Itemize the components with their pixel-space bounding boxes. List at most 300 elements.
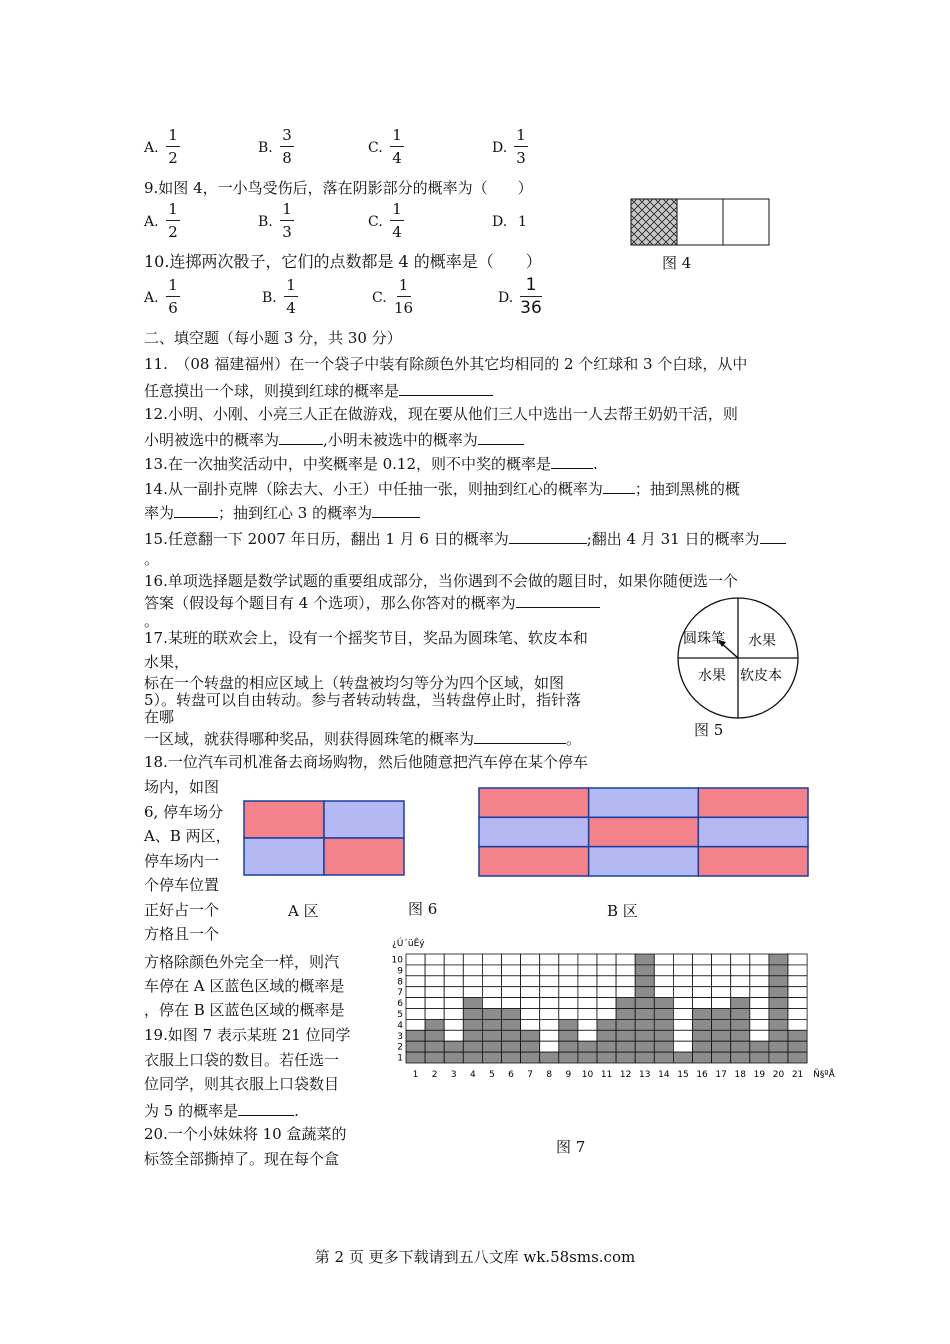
q8_opts-letter-0: A.	[144, 140, 159, 156]
bar-cell-filled	[406, 1030, 425, 1041]
grid-cell	[750, 987, 769, 998]
grid-cell	[559, 976, 578, 987]
bar-cell-filled	[712, 1041, 731, 1052]
y-tick-label: 2	[397, 1042, 403, 1053]
q18-line-i: 车停在 A 区蓝色区域的概率是	[144, 977, 345, 995]
grid-cell	[521, 1019, 540, 1030]
grid-cell	[425, 965, 444, 976]
grid-cell	[406, 965, 425, 976]
bar-cell-filled	[444, 1041, 463, 1052]
x-tick-label: 8	[546, 1070, 553, 1080]
grid-cell	[540, 1030, 559, 1041]
bar-cell-filled	[712, 1009, 731, 1020]
x-tick-label: 7	[527, 1070, 534, 1080]
grid-cell	[597, 976, 616, 987]
red-parking-space	[589, 817, 699, 846]
y-tick-label: 7	[397, 988, 403, 999]
x-tick-label: 3	[450, 1070, 457, 1080]
grid-cell	[654, 965, 673, 976]
grid-cell	[750, 1030, 769, 1041]
fraction-bar	[397, 296, 411, 297]
grid-cell	[559, 965, 578, 976]
bar-cell-filled	[521, 1052, 540, 1063]
grid-cell	[750, 1019, 769, 1030]
grid-cell	[502, 998, 521, 1009]
grid-cell	[673, 987, 692, 998]
grid-cell	[578, 998, 597, 1009]
grid-cell	[406, 1009, 425, 1020]
grid-cell	[673, 954, 692, 965]
bar-cell-filled	[769, 1009, 788, 1020]
bar-cell-filled	[635, 1009, 654, 1020]
grid-cell	[712, 954, 731, 965]
q9_opts-value-3: 1	[518, 214, 527, 230]
grid-cell	[673, 1019, 692, 1030]
grid-cell	[578, 976, 597, 987]
grid-cell	[578, 1009, 597, 1020]
bar-cell-filled	[693, 1019, 712, 1030]
grid-cell	[521, 976, 540, 987]
grid-cell	[712, 987, 731, 998]
red-parking-space	[324, 838, 404, 875]
bar-cell-filled	[750, 1052, 769, 1063]
denominator: 8	[282, 149, 292, 167]
grid-cell	[578, 987, 597, 998]
q18-line-h: 方格除颜色外完全一样，则汽	[144, 953, 340, 971]
grid-cell	[750, 976, 769, 987]
fig7-caption: 图 7	[556, 1138, 586, 1156]
q18_lines-4: 个停车位置	[144, 876, 220, 894]
q19-last: 为 5 的概率是 .	[144, 1099, 299, 1121]
bar-cell-filled	[559, 1030, 578, 1041]
grid-cell	[597, 965, 616, 976]
q18_lines-5: 正好占一个	[144, 900, 220, 919]
y-tick-label: 5	[397, 1010, 403, 1021]
q10_opts-letter-1: B.	[262, 290, 277, 306]
grid-cell	[673, 1030, 692, 1041]
grid-cell	[750, 998, 769, 1009]
bar-cell-filled	[616, 1009, 635, 1020]
grid-cell	[540, 998, 559, 1009]
q9_opts-fraction-2	[390, 200, 404, 241]
grid-cell	[463, 954, 482, 965]
grid-cell	[559, 954, 578, 965]
fig5-label-fruit-1: 水果	[748, 633, 776, 649]
grid-cell	[578, 965, 597, 976]
q18_lines-6: 方格且一个	[144, 925, 220, 943]
grid-cell	[731, 987, 750, 998]
q17-line6: 一区域，就获得哪种奖品，则获得圆珠笔的概率为 。	[144, 727, 581, 749]
bar-cell-filled	[712, 1030, 731, 1041]
bar-cell-filled	[654, 1041, 673, 1052]
q10_opts-letter-0: A.	[144, 290, 159, 306]
bar-cell-filled	[425, 1041, 444, 1052]
bar-cell-filled	[597, 1052, 616, 1063]
grid-cell	[444, 976, 463, 987]
grid-cell	[540, 987, 559, 998]
q17-line1: 17.某班的联欢会上，设有一个摇奖节目，奖品为圆珠笔、软皮本和	[144, 629, 588, 647]
q19_lines-1: 衣服上口袋的数目。若任选一	[144, 1050, 340, 1069]
bar-cell-filled	[521, 1030, 540, 1041]
grid-cell	[540, 1019, 559, 1030]
grid-cell	[616, 954, 635, 965]
figure-6-area-b	[478, 787, 809, 877]
x-tick-label: 18	[734, 1070, 746, 1080]
denominator: 36	[520, 298, 542, 318]
grid-cell	[559, 998, 578, 1009]
grid-cell	[425, 1009, 444, 1020]
grid-cell	[712, 965, 731, 976]
blue-parking-space	[244, 838, 324, 875]
fig4-cell	[723, 199, 769, 245]
grid-cell	[597, 987, 616, 998]
bar-cell-filled	[654, 998, 673, 1009]
numerator: 1	[392, 126, 402, 144]
bar-cell-filled	[654, 1030, 673, 1041]
bar-cell-filled	[693, 1041, 712, 1052]
q18-line1: 18.一位汽车司机准备去商场购物，然后他随意把汽车停在某个停车	[144, 753, 588, 771]
y-tick-label: 6	[397, 999, 403, 1010]
bar-cell-filled	[463, 998, 482, 1009]
grid-cell	[731, 965, 750, 976]
numerator: 1	[286, 276, 296, 294]
bar-cell-filled	[482, 1041, 501, 1052]
x-tick-label: 2	[431, 1070, 438, 1080]
grid-cell	[693, 998, 712, 1009]
q16-line1: 16.单项选择题是数学试题的重要组成部分，当你遇到不会做的题目时，如果你随便选一个	[144, 572, 738, 590]
bar-cell-filled	[769, 976, 788, 987]
grid-cell	[502, 987, 521, 998]
y-axis-label: ¿Ú´üÊý	[392, 939, 425, 949]
blue-parking-space	[479, 817, 589, 846]
bar-cell-filled	[540, 1052, 559, 1063]
fig5-label-fruit-2: 水果	[698, 668, 726, 684]
q10_opts-fraction-3	[520, 276, 542, 317]
denominator: 6	[168, 299, 178, 317]
bar-cell-filled	[635, 965, 654, 976]
x-axis-label: Ñ§ºÅ	[813, 1070, 835, 1080]
x-tick-label: 1	[412, 1070, 419, 1080]
bar-cell-filled	[463, 1030, 482, 1041]
grid-cell	[482, 998, 501, 1009]
x-tick-label: 13	[639, 1070, 651, 1080]
grid-cell	[616, 965, 635, 976]
grid-cell	[444, 954, 463, 965]
bar-cell-filled	[769, 987, 788, 998]
bar-cell-filled	[731, 1030, 750, 1041]
q20_lines-0: 20.一个小妹妹将 10 盒蔬菜的	[144, 1125, 347, 1143]
bar-cell-filled	[750, 1041, 769, 1052]
grid-cell	[540, 1041, 559, 1052]
fraction-bar	[280, 220, 294, 221]
bar-cell-filled	[654, 1009, 673, 1020]
figure-7-chart	[388, 936, 838, 1132]
q14-line1: 14.从一副扑克牌（除去大、小王）中任抽一张，则抽到红心的概率为 ；抽到黑桃的概	[144, 477, 740, 499]
blue-parking-space	[324, 801, 404, 838]
bar-cell-filled	[521, 1041, 540, 1052]
denominator: 16	[394, 299, 414, 317]
q11-line2: 任意摸出一个球，则摸到红球的概率是	[144, 379, 493, 401]
grid-cell	[406, 1019, 425, 1030]
grid-cell	[616, 987, 635, 998]
bar-cell-filled	[635, 1052, 654, 1063]
bar-cell-filled	[673, 1052, 692, 1063]
x-tick-label: 5	[489, 1070, 495, 1080]
q10_opts-fraction-2	[394, 276, 413, 317]
bar-cell-filled	[635, 987, 654, 998]
grid-cell	[444, 965, 463, 976]
bar-cell-filled	[597, 1041, 616, 1052]
bar-cell-filled	[769, 1052, 788, 1063]
bar-cell-filled	[616, 1041, 635, 1052]
grid-cell	[578, 1019, 597, 1030]
numerator: 3	[282, 126, 292, 144]
numerator: 1	[168, 276, 178, 294]
grid-cell	[693, 965, 712, 976]
q10-text: 10.连掷两次骰子，它们的点数都是 4 的概率是（ ）	[144, 252, 542, 271]
page-footer: 第 2 页 更多下载请到五八文库 wk.58sms.com	[314, 1248, 636, 1266]
grid-cell	[673, 1009, 692, 1020]
q17-line3: 标在一个转盘的相应区域上（转盘被均匀等分为四个区域，如图	[144, 674, 565, 692]
bar-cell-filled	[425, 1052, 444, 1063]
grid-cell	[654, 987, 673, 998]
grid-cell	[559, 1009, 578, 1020]
grid-cell	[444, 1009, 463, 1020]
q9_opts-fraction-1	[280, 200, 294, 241]
bar-cell-filled	[616, 1019, 635, 1030]
bar-cell-filled	[616, 1052, 635, 1063]
bar-cell-filled	[425, 1030, 444, 1041]
fig6-label-a: A 区	[288, 902, 319, 920]
bar-cell-filled	[559, 1052, 578, 1063]
grid-cell	[502, 954, 521, 965]
grid-cell	[540, 965, 559, 976]
bar-cell-filled	[463, 1009, 482, 1020]
grid-cell	[788, 976, 807, 987]
grid-cell	[540, 976, 559, 987]
q9_opts-letter-3: D.	[492, 214, 508, 230]
q9-text: 9.如图 4，一小鸟受伤后，落在阴影部分的概率为（ ）	[144, 179, 533, 197]
q17-line5: 在哪	[144, 708, 175, 726]
q10_opts-fraction-1	[284, 276, 298, 317]
bar-cell-filled	[788, 1030, 807, 1041]
figure-4	[630, 198, 771, 246]
grid-cell	[693, 976, 712, 987]
q20_lines-1: 标签全部撕掉了。现在每个盒	[144, 1149, 340, 1168]
x-tick-label: 21	[791, 1070, 804, 1080]
bar-cell-filled	[693, 1052, 712, 1063]
bar-cell-filled	[502, 1041, 521, 1052]
q13: 13.在一次抽奖活动中，中奖概率是 0.12，则不中奖的概率是 .	[144, 452, 598, 474]
grid-cell	[788, 954, 807, 965]
grid-cell	[482, 987, 501, 998]
denominator: 4	[392, 223, 402, 241]
bar-cell-filled	[769, 1030, 788, 1041]
q12-line1: 12.小明、小刚、小亮三人正在做游戏，现在要从他们三人中选出一人去帮王奶奶干活，则	[144, 405, 738, 423]
x-tick-label: 19	[753, 1070, 766, 1080]
q19_lines-0: 19.如图 7 表示某班 21 位同学	[144, 1026, 351, 1044]
grid-cell	[731, 976, 750, 987]
q12-line2: 小明被选中的概率为 ,小明未被选中的概率为	[144, 428, 524, 450]
bar-cell-filled	[693, 1009, 712, 1020]
bar-cell-filled	[502, 1052, 521, 1063]
bar-cell-filled	[502, 1030, 521, 1041]
denominator: 2	[168, 223, 178, 241]
bar-cell-filled	[654, 1019, 673, 1030]
fraction-bar	[280, 146, 294, 147]
grid-cell	[712, 976, 731, 987]
fraction-bar	[166, 220, 180, 221]
grid-cell	[406, 998, 425, 1009]
grid-cell	[425, 998, 444, 1009]
bar-cell-filled	[769, 954, 788, 965]
bar-cell-filled	[578, 1052, 597, 1063]
q15-line2: 。	[144, 550, 160, 568]
denominator: 3	[516, 149, 526, 167]
grid-cell	[673, 998, 692, 1009]
denominator: 4	[286, 299, 296, 317]
blue-parking-space	[589, 788, 699, 817]
grid-cell	[482, 976, 501, 987]
red-parking-space	[479, 847, 589, 876]
fig6-caption: 图 6	[408, 900, 438, 918]
fig4-cell	[677, 199, 723, 245]
y-tick-label: 3	[397, 1031, 403, 1042]
q18_lines-0: 场内，如图	[144, 778, 220, 796]
q16-line2: 答案（假设每个题目有 4 个选项），那么你答对的概率为	[144, 591, 600, 613]
x-tick-label: 9	[565, 1070, 572, 1080]
x-tick-label: 4	[469, 1070, 476, 1080]
bar-cell-filled	[769, 1019, 788, 1030]
y-tick-label: 9	[397, 966, 403, 977]
numerator: 1	[168, 126, 178, 144]
x-tick-label: 14	[658, 1070, 670, 1080]
grid-cell	[559, 987, 578, 998]
grid-cell	[444, 1019, 463, 1030]
grid-cell	[406, 976, 425, 987]
grid-cell	[521, 987, 540, 998]
grid-cell	[597, 998, 616, 1009]
grid-cell	[463, 976, 482, 987]
q14-line2: 率为 ；抽到红心 3 的概率为	[144, 501, 420, 523]
bar-cell-filled	[712, 1019, 731, 1030]
grid-cell	[425, 987, 444, 998]
grid-cell	[673, 1041, 692, 1052]
y-tick-label: 10	[391, 955, 403, 966]
red-parking-space	[698, 788, 808, 817]
x-tick-label: 6	[508, 1070, 514, 1080]
bar-cell-filled	[635, 976, 654, 987]
grid-cell	[540, 954, 559, 965]
grid-cell	[425, 954, 444, 965]
y-tick-label: 1	[397, 1053, 403, 1064]
q11-line1: 11. （08 福建福州）在一个袋子中装有除颜色外其它均相同的 2 个红球和 3 个白球，从中	[144, 355, 748, 373]
bar-cell-filled	[425, 1019, 444, 1030]
grid-cell	[521, 1009, 540, 1020]
blue-parking-space	[589, 847, 699, 876]
fig5-label-notebook: 软皮本	[740, 668, 782, 684]
bar-cell-filled	[406, 1052, 425, 1063]
bar-cell-filled	[444, 1052, 463, 1063]
q16-line3: 。	[144, 612, 160, 630]
q18-line-j: ，停在 B 区蓝色区域的概率是	[144, 1001, 345, 1019]
bar-cell-filled	[788, 1052, 807, 1063]
q18_lines-2: A、B 两区，	[144, 827, 231, 845]
grid-cell	[425, 976, 444, 987]
grid-cell	[654, 954, 673, 965]
x-tick-label: 15	[677, 1070, 689, 1080]
grid-cell	[406, 987, 425, 998]
denominator: 3	[282, 223, 292, 241]
numerator: 1	[398, 276, 409, 294]
grid-cell	[673, 965, 692, 976]
fraction-bar	[166, 146, 180, 147]
grid-cell	[750, 1009, 769, 1020]
bar-cell-filled	[482, 1009, 501, 1020]
grid-cell	[788, 1009, 807, 1020]
q19_lines-2: 位同学，则其衣服上口袋数目	[144, 1075, 340, 1093]
fig5-caption: 图 5	[694, 721, 724, 739]
fraction-bar	[166, 296, 180, 297]
bar-cell-filled	[788, 1041, 807, 1052]
q8_opts-letter-3: D.	[492, 140, 508, 156]
bar-cell-filled	[731, 1009, 750, 1020]
grid-cell	[654, 976, 673, 987]
bar-cell-filled	[635, 1041, 654, 1052]
grid-cell	[731, 954, 750, 965]
numerator: 1	[392, 200, 402, 218]
bar-cell-filled	[502, 1019, 521, 1030]
fig6-label-b: B 区	[607, 902, 638, 920]
grid-cell	[444, 1030, 463, 1041]
grid-cell	[788, 998, 807, 1009]
x-tick-label: 20	[772, 1070, 785, 1080]
bar-cell-filled	[635, 954, 654, 965]
bar-cell-filled	[482, 1019, 501, 1030]
q9_opts-letter-1: B.	[258, 214, 273, 230]
y-tick-label: 8	[397, 977, 403, 988]
blue-parking-space	[698, 817, 808, 846]
bar-cell-filled	[559, 1019, 578, 1030]
grid-cell	[521, 965, 540, 976]
numerator: 1	[168, 200, 178, 218]
grid-cell	[750, 965, 769, 976]
bar-cell-filled	[712, 1052, 731, 1063]
figure-6-area-a	[243, 800, 405, 876]
fig5-label-pen: 圆珠笔	[683, 631, 725, 647]
bar-cell-filled	[406, 1041, 425, 1052]
x-tick-label: 11	[600, 1070, 613, 1080]
grid-cell	[463, 987, 482, 998]
grid-cell	[616, 976, 635, 987]
bar-cell-filled	[693, 1030, 712, 1041]
bar-cell-filled	[482, 1052, 501, 1063]
q10_opts-fraction-0	[166, 276, 180, 317]
bar-cell-filled	[463, 1019, 482, 1030]
grid-cell	[788, 965, 807, 976]
grid-cell	[578, 954, 597, 965]
q8_opts-letter-1: B.	[258, 140, 273, 156]
fig4-caption: 图 4	[662, 254, 692, 272]
q8_opts-letter-2: C.	[368, 140, 383, 156]
grid-cell	[406, 954, 425, 965]
denominator: 4	[392, 149, 402, 167]
q15-line1: 15.任意翻一下 2007 年日历，翻出 1 月 6 日的概率为 ;翻出 4 月 31 日的概率为	[144, 527, 786, 549]
numerator: 1	[282, 200, 292, 218]
red-parking-space	[244, 801, 324, 838]
q10_opts-letter-3: D.	[498, 290, 514, 306]
q8_opts-fraction-2	[390, 126, 404, 167]
